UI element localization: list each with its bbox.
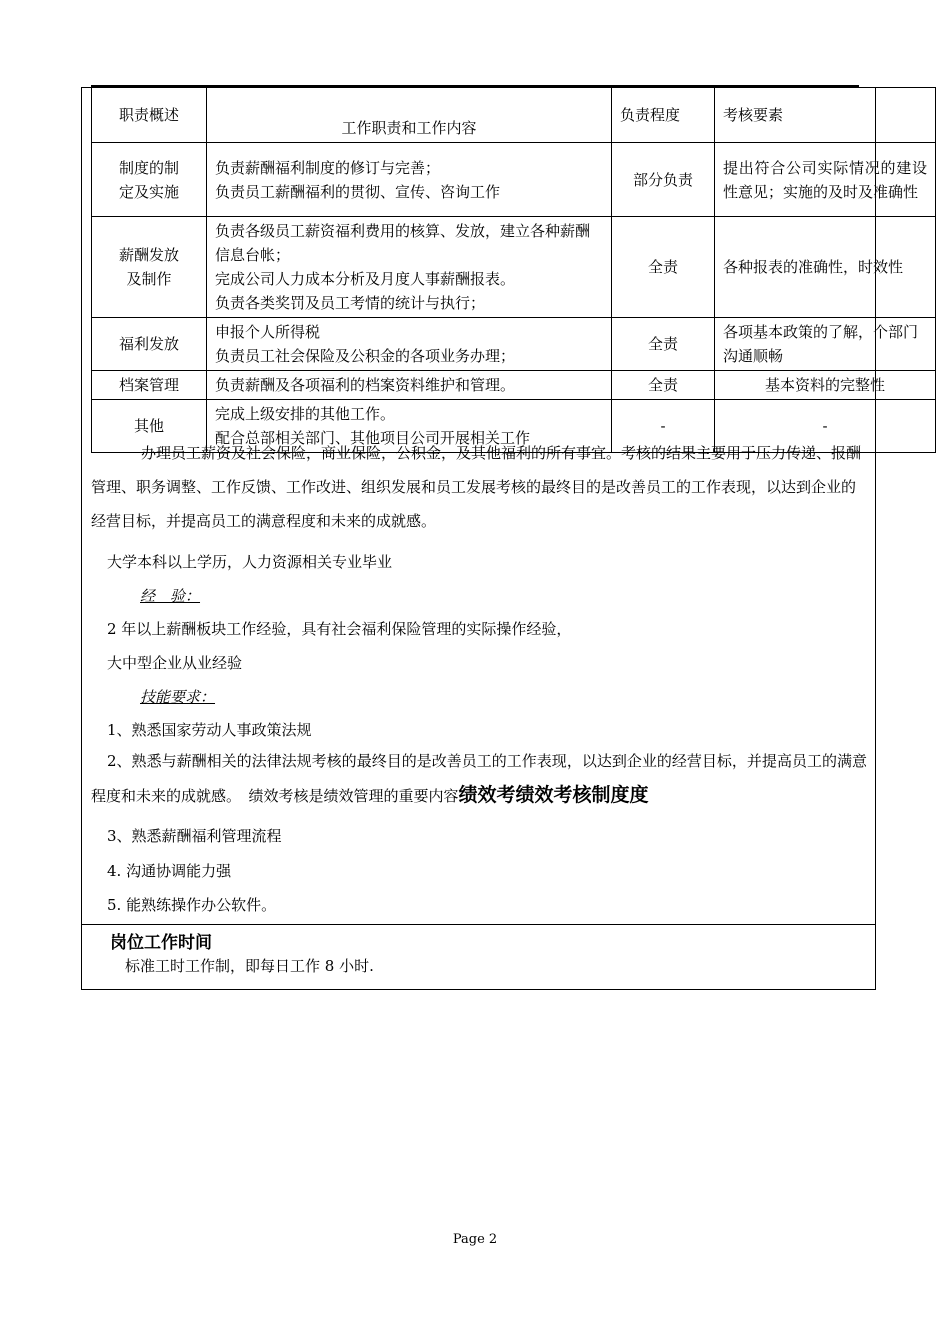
duty-table bbox=[91, 87, 936, 453]
skill-item: 3、熟悉薪酬福利管理流程 bbox=[107, 827, 282, 845]
row-name-line: 薪酬发放 bbox=[118, 246, 179, 264]
page-number: Page 2 bbox=[452, 1232, 498, 1247]
row-name bbox=[92, 318, 207, 371]
education-requirement: 大学本科以上学历，人力资源相关专业毕业 bbox=[107, 553, 393, 571]
intro-paragraph: 办理员工薪资及社会保险，商业保险，公积金，及其他福利的所有事宜。考核的结果主要用于压力传递、报酬管理、职务调整、工作反馈、工作改进、组织发展和员工发展考核的最终目的是改善员工的工作表现，以达到企业的经营目标，并提高员工的满意程度和未来的成就感。 bbox=[91, 444, 862, 530]
row-content bbox=[207, 371, 612, 400]
row-name-line: 福利发放 bbox=[118, 335, 179, 353]
section-divider bbox=[81, 924, 876, 925]
row-degree: - bbox=[612, 400, 715, 453]
row-criteria: 各项基本政策的了解，个部门沟通顺畅 bbox=[715, 318, 936, 371]
work-time-text: 标准工时工作制，即每日工作 8 小时. bbox=[125, 957, 374, 975]
skill-item: 4. 沟通协调能力强 bbox=[107, 862, 232, 880]
row-criteria: 提出符合公司实际情况的建设性意见；实施的及时及准确性 bbox=[715, 143, 936, 217]
content-line: 负责各类奖罚及员工考情的统计与执行； bbox=[215, 294, 486, 312]
content-line: 完成公司人力成本分析及月度人事薪酬报表。 bbox=[215, 270, 516, 288]
table-header-row bbox=[92, 88, 936, 143]
content-line: 负责员工薪酬福利的贯彻、宣传、咨询工作 bbox=[215, 182, 501, 201]
work-time-title: 岗位工作时间 bbox=[110, 933, 212, 953]
header-duty-summary: 职责概述 bbox=[92, 88, 207, 143]
experience-heading: 经 验： bbox=[140, 587, 201, 605]
header-responsibility-level: 负责程度 bbox=[612, 88, 715, 143]
row-degree: 全责 bbox=[612, 217, 715, 318]
skill-item-long bbox=[91, 744, 867, 813]
content-line: 负责薪酬福利制度的修订与完善； bbox=[215, 158, 441, 177]
row-name bbox=[92, 217, 207, 318]
row-content bbox=[207, 143, 612, 217]
row-criteria: 基本资料的完整性 bbox=[715, 371, 936, 400]
skills-heading: 技能要求： bbox=[140, 688, 216, 706]
content-line: 完成上级安排的其他工作。 bbox=[215, 405, 396, 423]
row-name-line: 及制作 bbox=[126, 270, 172, 288]
table-row bbox=[92, 143, 936, 217]
content-line: 配合总部相关部门、其他项目公司开展相关工作 bbox=[215, 429, 531, 447]
row-criteria: 各种报表的准确性，时效性 bbox=[715, 217, 936, 318]
table-row bbox=[92, 371, 936, 400]
experience-line: 大中型企业从业经验 bbox=[107, 654, 243, 672]
table-row bbox=[92, 318, 936, 371]
skill-item: 1、熟悉国家劳动人事政策法规 bbox=[107, 721, 312, 739]
row-content bbox=[207, 217, 612, 318]
row-name bbox=[92, 143, 207, 217]
table-row bbox=[92, 217, 936, 318]
row-name bbox=[92, 371, 207, 400]
header-duty-content: 工作职责和工作内容 bbox=[207, 88, 612, 143]
row-degree: 部分负责 bbox=[612, 143, 715, 217]
experience-line: 2 年以上薪酬板块工作经验，具有社会福利保险管理的实际操作经验， bbox=[107, 620, 572, 638]
content-line: 负责各级员工薪资福利费用的核算、发放，建立各种薪酬信息台帐； bbox=[215, 222, 591, 264]
skill-2-text: 2、熟悉与薪酬相关的法律法规考核的最终目的是改善员工的工作表现，以达到企业的经营目标，并提高员工的满意程度和未来的成就感。 绩效考核是绩效管理的重要内容 bbox=[91, 752, 867, 805]
skill-2-bold-text: 绩效考绩效考核制度度 bbox=[458, 784, 649, 806]
row-degree: 全责 bbox=[612, 371, 715, 400]
row-name-line: 档案管理 bbox=[118, 376, 179, 394]
content-line: 申报个人所得税 bbox=[215, 323, 321, 341]
row-name-line: 制度的制 bbox=[118, 158, 179, 177]
row-degree: 全责 bbox=[612, 318, 715, 371]
row-criteria: - bbox=[715, 400, 936, 453]
row-name-line: 定及实施 bbox=[118, 182, 179, 201]
content-line: 负责薪酬及各项福利的档案资料维护和管理。 bbox=[215, 376, 516, 394]
row-name-line: 其他 bbox=[133, 417, 164, 435]
header-assessment-factors: 考核要素 bbox=[715, 88, 936, 143]
skill-item: 5. 能熟练操作办公软件。 bbox=[107, 896, 277, 914]
content-line: 负责员工社会保险及公积金的各项业务办理； bbox=[215, 347, 516, 365]
row-content bbox=[207, 318, 612, 371]
